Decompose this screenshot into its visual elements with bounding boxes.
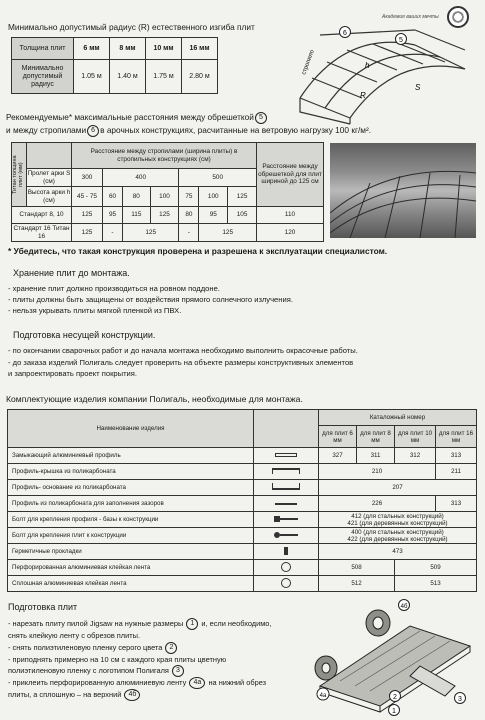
rafter-distance-header: Расстояние между стропилами (ширина плиты) в стропильных конструкциях (см) bbox=[72, 143, 257, 169]
r1-c7: 105 bbox=[228, 207, 257, 224]
greenhouse-photo bbox=[330, 143, 476, 238]
recommend-line1: Рекомендуемые* максимальные расстояния между обрешеткой 5 bbox=[6, 112, 268, 124]
recommend-line2: и между стропилами 6 в арочных конструкциях, расчитанные на ветровую нагрузку 100 кг/м². bbox=[6, 125, 372, 136]
table-row: Профиль-крышка из поликарбоната 210 211 bbox=[8, 464, 477, 480]
table-row: Сплошная алюминиевая клейкая лента 512 513 bbox=[8, 576, 477, 592]
components-title: Комплектующие изделия компании Полигаль, необходимые для монтажа. bbox=[6, 394, 303, 404]
diagram-num-5: 5 bbox=[399, 37, 403, 44]
tape-roll-icon bbox=[254, 576, 319, 592]
radius-heading: Минимально допустимый радиус (R) естественного изгиба плит bbox=[8, 22, 255, 32]
vertical-label: Титан толщина плит (мм) bbox=[12, 155, 24, 194]
height-125: 125 bbox=[228, 187, 257, 207]
span-label: Пролет арки S (см) bbox=[27, 170, 71, 185]
size-6: для плит 6 мм bbox=[319, 426, 357, 448]
lath-distance-header: Расстояние между обрешеткой для плит шириной до 125 см bbox=[257, 143, 324, 207]
vertical-label-cell bbox=[12, 143, 27, 207]
base-profile-icon bbox=[254, 480, 319, 496]
screw-icon bbox=[254, 528, 319, 544]
r2-c1: 125 bbox=[72, 224, 103, 242]
radius-16: 2.80 м bbox=[182, 60, 218, 94]
span-500: 500 bbox=[179, 169, 257, 187]
illus-num-1: 1 bbox=[392, 708, 396, 715]
circle-6: 6 bbox=[87, 125, 99, 137]
circle-5: 5 bbox=[255, 112, 267, 124]
preparation-title: Подготовка несущей конструкции. bbox=[13, 330, 156, 340]
r1-c6: 95 bbox=[199, 207, 228, 224]
size-8: для плит 8 мм bbox=[357, 426, 395, 448]
r1-c8: 110 bbox=[257, 207, 324, 224]
thickness-16: 16 мм bbox=[182, 38, 218, 60]
r2-c3: 125 bbox=[123, 224, 179, 242]
illus-num-3: 3 bbox=[458, 696, 462, 703]
radius-6: 1.05 м bbox=[74, 60, 110, 94]
radius-label: Минимально допустимый радиус bbox=[12, 60, 74, 94]
illus-num-4b: 4б bbox=[400, 604, 408, 610]
table-row: Перфорированная алюминиевая клейкая лента 508 509 bbox=[8, 560, 477, 576]
components-table bbox=[7, 409, 477, 592]
row-standard-8-10-label: Стандарт 8, 10 bbox=[12, 207, 72, 224]
table-row: Замыкающий алюминиевый профиль 327 311 312 313 bbox=[8, 448, 477, 464]
diagram-s: S bbox=[415, 83, 421, 92]
radius-8: 1.40 м bbox=[110, 60, 146, 94]
diagram-num-6: 6 bbox=[343, 30, 347, 37]
r1-c4: 125 bbox=[150, 207, 179, 224]
r1-c1: 125 bbox=[72, 207, 103, 224]
list-item: - хранение плит должно производиться на ровном поддоне. bbox=[8, 284, 220, 293]
tape-roll-icon bbox=[254, 560, 319, 576]
table-row: Профиль- основание из поликарбоната 207 bbox=[8, 480, 477, 496]
r1-c2: 95 bbox=[103, 207, 123, 224]
profile-image-header bbox=[254, 410, 319, 448]
height-75: 75 bbox=[179, 187, 199, 207]
storage-title: Хранение плит до монтажа. bbox=[13, 268, 130, 278]
r1-c5: 80 bbox=[179, 207, 199, 224]
height-label: Высота арки h (см) bbox=[27, 187, 72, 207]
size-16: для плит 16 мм bbox=[436, 426, 477, 448]
bolt-icon bbox=[254, 512, 319, 528]
prep-plates-title: Подготовка плит bbox=[8, 602, 78, 612]
greenhouse-arches-icon bbox=[330, 143, 476, 238]
r2-c2: - bbox=[103, 224, 123, 242]
r2-c4: - bbox=[179, 224, 199, 242]
cap-profile-icon bbox=[254, 464, 319, 480]
check-note: * Убедитесь, что такая конструкция проверена и разрешена к эксплуатации специалистом. bbox=[8, 246, 388, 256]
radius-10: 1.75 м bbox=[146, 60, 182, 94]
diagram-r: R bbox=[360, 91, 366, 100]
preparation-list bbox=[8, 345, 358, 380]
diagram-h: h bbox=[365, 61, 370, 70]
illus-num-4a: 4a bbox=[319, 693, 327, 699]
span-400: 400 bbox=[103, 169, 179, 187]
table-row: Герметичные прокладки 473 bbox=[8, 544, 477, 560]
list-item: - по окончании сварочных работ и до начала монтажа необходимо выполнить окрасочные работы. bbox=[8, 346, 358, 355]
span-300: 300 bbox=[72, 169, 103, 187]
prep-plates-text: - нарезать плиту пилой Jigsaw на нужные размеры 1 и, если необходимо, снять клейкую ленту с обрезов плиты. - снять полиэтиленовую пленку серого цвета 2 - приподнять примерно на 10 см с каждого края плиты цветную полиэтиленовую пленку с логотипом Полигаля 3 - приклеить перфорированную алюминиевую ленту 4a на нижний обрез плиты, а сплошную – на верхний 4б bbox=[8, 618, 308, 701]
thickness-8: 8 мм bbox=[110, 38, 146, 60]
r1-c3: 115 bbox=[123, 207, 151, 224]
blank-corner bbox=[27, 143, 72, 169]
arch-structure-diagram bbox=[265, 20, 480, 125]
height-60: 60 bbox=[103, 187, 123, 207]
thickness-10: 10 мм bbox=[146, 38, 182, 60]
thickness-label: Толщина плит bbox=[12, 38, 74, 60]
brand-tagline: Академия ваших мечты bbox=[382, 14, 439, 20]
closing-profile-icon bbox=[254, 448, 319, 464]
height-80: 80 bbox=[123, 187, 151, 207]
spacing-table bbox=[11, 142, 324, 242]
illus-num-2: 2 bbox=[393, 694, 397, 701]
name-header: Наименование изделия bbox=[8, 410, 254, 448]
list-item: - до заказа изделий Полигаль следует проверить на объекте размеры конструктивных элементов bbox=[8, 357, 354, 367]
row-standard16-label: Стандарт 16 Титан 16 bbox=[12, 224, 72, 242]
size-10: для плит 10 мм bbox=[395, 426, 436, 448]
radius-table bbox=[11, 37, 218, 94]
diagram-stropilo: стропило bbox=[301, 49, 316, 76]
height-100b: 100 bbox=[199, 187, 228, 207]
list-item: - нельзя укрывать плиты мягкой пленкой из ПВХ. bbox=[8, 306, 182, 315]
plate-preparation-illustration bbox=[310, 596, 482, 718]
r2-c5: 125 bbox=[199, 224, 257, 242]
table-row: Болт для крепления плит к конструкции 400 (для стальных конструкций) 422 (для деревянных конструкций) bbox=[8, 528, 477, 544]
height-100: 100 bbox=[150, 187, 179, 207]
list-item: - плиты должны быть защищены от воздействия прямого солнечного излучения. bbox=[8, 295, 293, 304]
table-row: Профиль из поликарбоната для заполнения зазоров 226 313 bbox=[8, 496, 477, 512]
gap-profile-icon bbox=[254, 496, 319, 512]
table-row: Болт для крепления профиля - базы к конструкции 412 (для стальных конструкций) 421 (для деревянных конструкций) bbox=[8, 512, 477, 528]
thickness-6: 6 мм bbox=[74, 38, 110, 60]
list-item: и запроектировать проект покрытия. bbox=[8, 369, 138, 378]
catalog-header: Каталожный номер bbox=[319, 410, 477, 426]
r2-c6: 120 bbox=[257, 224, 324, 242]
height-45-75: 45 - 75 bbox=[72, 187, 103, 207]
storage-list bbox=[8, 283, 293, 316]
gasket-icon bbox=[254, 544, 319, 560]
